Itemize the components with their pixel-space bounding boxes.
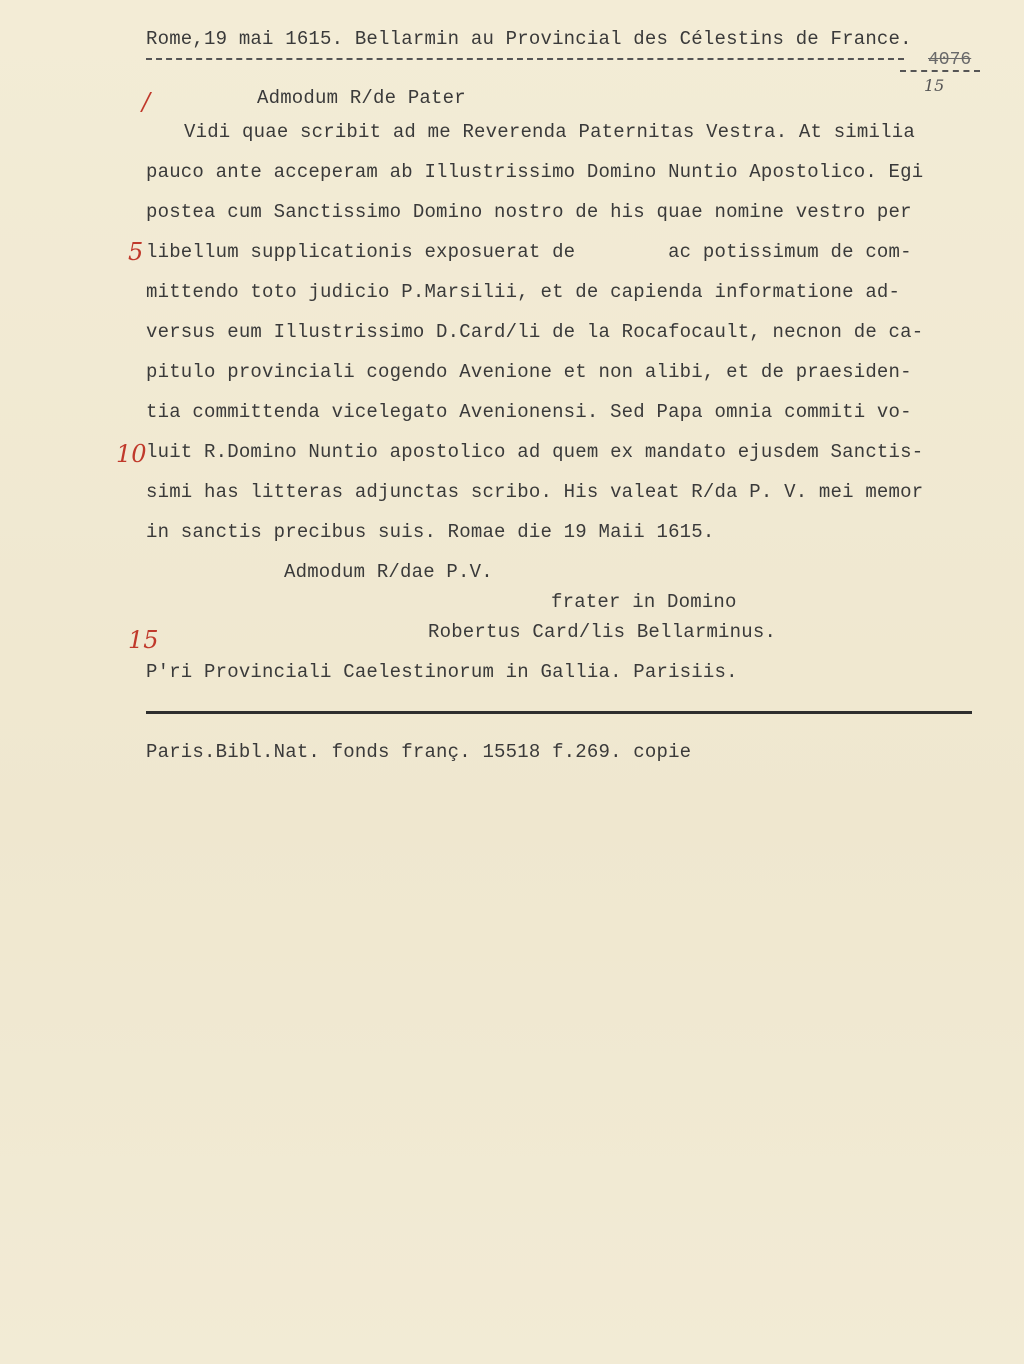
body-line-10: simi has litteras adjunctas scribo. His valeat R/da P. V. mei memor [146,481,924,503]
body-line-5: mittendo toto judicio P.Marsilii, et de capienda informatione ad- [146,281,901,303]
addressee: P'ri Provinciali Caelestinorum in Gallia. Parisiis. [146,661,738,683]
signature-line-2: Robertus Card/lis Bellarminus. [428,621,777,643]
heading-dashed-rule [146,58,904,60]
body-line-6: versus eum Illustrissimo D.Card/li de la Rocafocault, necnon de ca- [146,321,924,343]
body-line-4: libellum supplicationis exposuerat de ac potissimum de com- [146,241,912,263]
archive-dashed-rule [900,70,980,72]
salutation: Admodum R/de Pater [257,87,466,109]
margin-note-line-1: / [142,88,151,116]
body-line-3: postea cum Sanctissimo Domino nostro de his quae nomine vestro per [146,201,912,223]
body-line-8: tia committenda vicelegato Avenionensi. Sed Papa omnia commiti vo- [146,401,912,423]
closing: Admodum R/dae P.V. [284,561,493,583]
margin-note-line-10: 10 [116,440,147,468]
archive-number: 4076 [928,50,972,70]
body-line-1: Vidi quae scribit ad me Reverenda Paternitas Vestra. At similia [184,121,915,143]
source-citation: Paris.Bibl.Nat. fonds franç. 15518 f.269. copie [146,741,692,763]
body-line-9: luit R.Domino Nuntio apostolico ad quem ex mandato ejusdem Sanctis- [146,441,924,463]
body-line-2: pauco ante acceperam ab Illustrissimo Domino Nuntio Apostolico. Egi [146,161,924,183]
margin-note-line-5: 5 [128,238,144,266]
body-line-7: pitulo provinciali cogendo Avenione et non alibi, et de praesiden- [146,361,912,383]
body-line-11: in sanctis precibus suis. Romae die 19 Maii 1615. [146,521,715,543]
margin-note-line-15: 15 [128,626,159,654]
footer-rule [146,711,972,714]
signature-line-1: frater in Domino [551,591,737,613]
archive-subnumber: 15 [924,76,945,95]
document-heading: Rome,19 mai 1615. Bellarmin au Provincial des Célestins de France. [146,28,912,50]
